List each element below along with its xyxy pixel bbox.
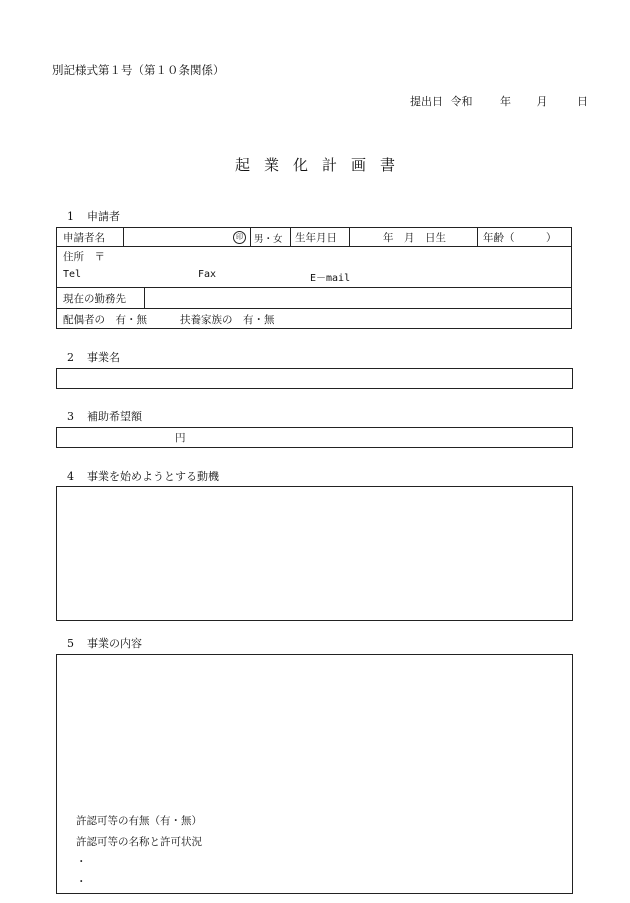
business-content-field[interactable]: [56, 654, 573, 894]
permit-name-status: 許認可等の名称と許可状況: [76, 836, 202, 848]
dependents-label: 扶養家族の 有・無: [180, 314, 275, 326]
submission-date: [410, 93, 588, 109]
section-title: 事業の内容: [87, 637, 142, 650]
address-label: 住所 〒: [63, 251, 105, 263]
submission-day-unit: 日: [577, 95, 588, 108]
submission-year-unit: 年: [500, 95, 511, 108]
section-title: 申請者: [87, 210, 120, 223]
row-divider: [57, 287, 571, 288]
row-divider: [57, 308, 571, 309]
column-divider: [349, 228, 350, 246]
column-divider: [250, 228, 251, 246]
age-label: 年齢（ ）: [483, 232, 557, 244]
section-number: 5: [67, 637, 74, 650]
section-applicant-heading: [67, 208, 120, 224]
submission-date-label: 提出日: [410, 95, 443, 108]
motivation-field[interactable]: [56, 486, 573, 621]
bullet-item: ・: [76, 856, 87, 868]
subsidy-amount-field[interactable]: [56, 427, 573, 448]
spouse-label: 配偶者の 有・無: [63, 314, 147, 326]
section-number: 1: [67, 210, 74, 223]
section-title: 補助希望額: [87, 410, 142, 423]
gender-options: 男・女: [254, 234, 283, 245]
section-number: 4: [67, 470, 74, 483]
section-number: 2: [67, 351, 74, 364]
birth-date-label: 生年月日: [295, 232, 337, 244]
email-label: E－mail: [310, 273, 351, 284]
workplace-label: 現在の勤務先: [63, 293, 126, 305]
form-reference: 別記様式第１号（第１０条関係）: [52, 63, 225, 77]
section-business-name-heading: [67, 349, 120, 365]
submission-era: 令和: [450, 95, 473, 108]
row-divider: [57, 246, 571, 247]
fax-label: Fax: [198, 269, 217, 280]
tel-label: Tel: [63, 269, 82, 280]
column-divider: [290, 228, 291, 246]
section-number: 3: [67, 410, 74, 423]
column-divider: [477, 228, 478, 246]
column-divider: [123, 228, 124, 246]
section-title: 事業名: [87, 351, 120, 364]
seal-mark: 印: [233, 231, 246, 244]
applicant-table: [56, 227, 572, 329]
document-title: 起業化計画書: [234, 156, 409, 174]
section-content-heading: [67, 635, 142, 651]
section-motivation-heading: [67, 468, 219, 484]
business-name-field[interactable]: [56, 368, 573, 389]
permit-presence: 許認可等の有無（有・無）: [76, 815, 202, 827]
section-title: 事業を始めようとする動機: [87, 470, 219, 483]
submission-month-unit: 月: [536, 95, 548, 108]
bullet-item: ・: [76, 876, 87, 888]
section-subsidy-heading: [67, 408, 142, 424]
yen-unit: 円: [175, 432, 186, 444]
column-divider: [144, 287, 145, 308]
birth-date-units: 年 月 日生: [383, 232, 446, 244]
applicant-name-label: 申請者名: [63, 232, 105, 244]
